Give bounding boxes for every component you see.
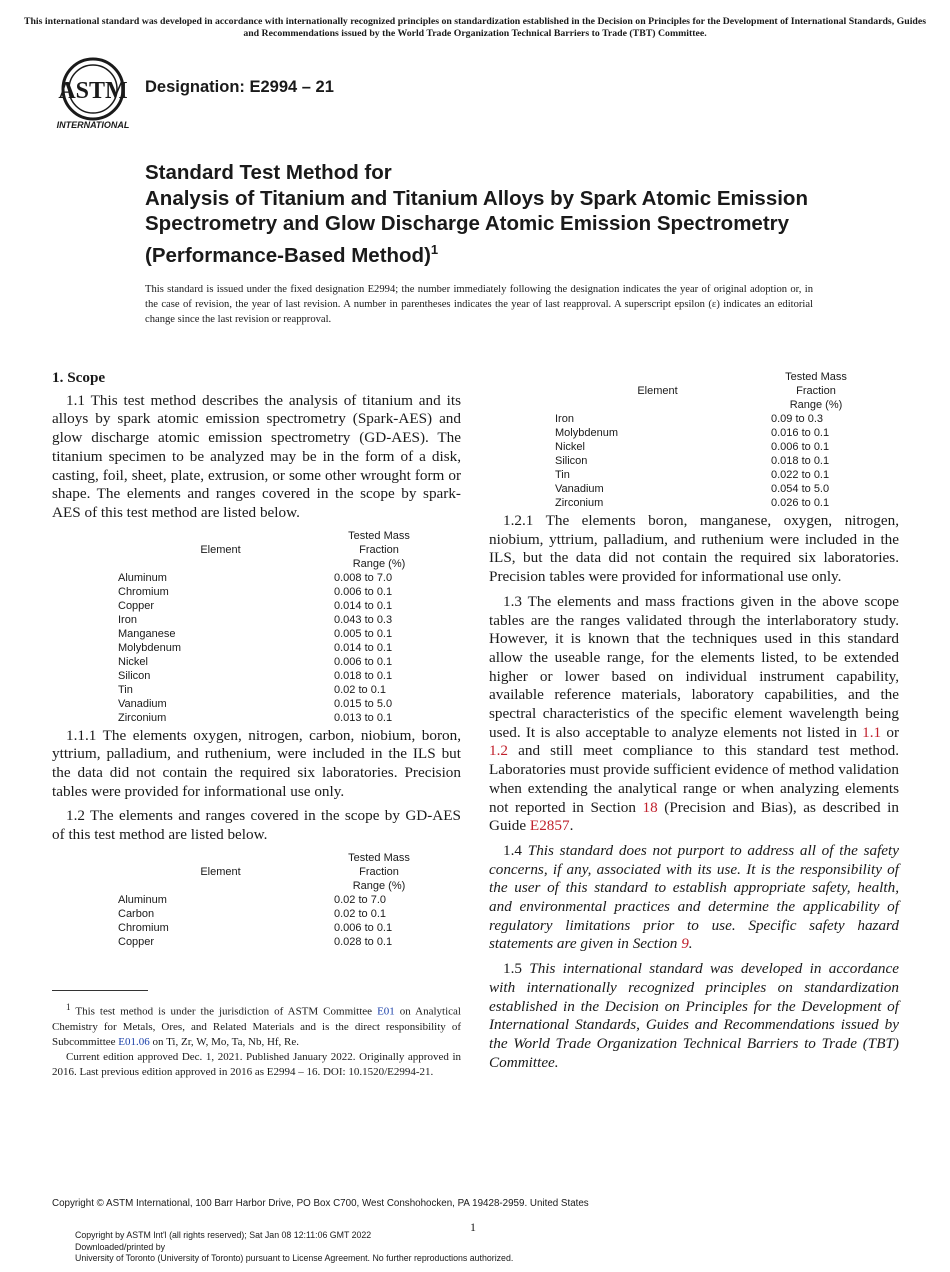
table-row [555,426,872,440]
element-cell: Silicon [118,669,151,682]
table-header-range: Tested Mass Fraction Range (%) [348,851,410,892]
table-row [118,697,435,711]
footnote-text: on Analytical Chemistry for Metals, Ores, and Related Materials and is the direct responsibility of Subcommittee [52,1005,461,1048]
element-cell: Chromium [118,585,169,598]
footnote-text: on Ti, Zr, W, Mo, Ta, Nb, Hf, Re. [149,1035,300,1048]
range-cell: 0.013 to 0.1 [334,711,393,724]
spark-aes-range-table [118,529,435,725]
table-row [118,599,435,613]
document-title [145,160,865,268]
section-heading-scope: 1. Scope [52,369,106,386]
range-cell: 0.022 to 0.1 [771,469,830,481]
element-cell: Molybdenum [555,427,618,439]
download-notice [75,1230,513,1265]
footnote-edition: Current edition approved Dec. 1, 2021. Published January 2022. Originally approved in 2016. Last previous edition approved in 2016 as E2994 – 16. DOI: 10.1520/E2994-21. [52,1050,461,1078]
range-cell: 0.028 to 0.1 [334,935,393,948]
table-row [118,655,435,669]
link-section-1-1[interactable]: 1.1 [862,723,882,741]
download-line: University of Toronto (University of Toronto) pursuant to License Agreement. No further reproductions authorized. [75,1253,514,1263]
download-line: Downloaded/printed by [75,1241,165,1252]
paragraph-1-1: 1.1 This test method describes the analysis of titanium and its alloys by spark atomic emission spectrometry (Spark-AES) and glow discharge atomic emission spectrometry (GD-AES). The titanium specimen to be analyzed may be in the form of a disk, casting, foil, sheet, plate, extrusion, or some other wrought form or shape. The elements and ranges covered in the scope by spark-AES of this test method are listed below. [52,391,461,521]
element-cell: Carbon [118,907,155,920]
table-row [118,907,435,921]
table-row [555,454,872,468]
element-cell: Iron [118,613,137,626]
element-cell: Manganese [118,627,176,640]
link-section-1-2[interactable]: 1.2 [489,742,508,760]
title-main-text: Analysis of Titanium and Titanium Alloys by Spark Atomic Emission Spectrometry and Glow Discharge Atomic Emission Spectrometry (Performance-Based Method) [145,186,808,267]
range-cell: 0.008 to 7.0 [334,571,393,584]
table-header-element: Element [637,385,678,397]
range-cell: 0.006 to 0.1 [771,441,830,453]
title-footnote-mark: 1 [430,241,439,257]
range-cell: 0.02 to 0.1 [334,907,386,920]
title-line-1: Standard Test Method for [145,161,392,184]
element-cell: Zirconium [118,711,167,724]
table-row [118,711,435,725]
title-main [145,186,865,268]
right-column [489,370,899,1072]
gd-aes-range-table-part-2 [555,370,872,510]
table-row [118,627,435,641]
paragraph-1-2-1: 1.2.1 The elements boron, manganese, oxygen, nitrogen, niobium, yttrium, palladium, and ruthenium were included in the ILS, but the data did not contain the required six laboratories. Precision tables were provided for informational use only. [489,512,899,586]
range-cell: 0.018 to 0.1 [771,455,830,467]
table-header-element: Element [200,543,241,556]
element-cell: Vanadium [118,697,167,710]
range-cell: 0.09 to 0.3 [771,413,823,425]
international-standard-notice: This international standard was developed in accordance with internationally recognized principles on standardization established in the Decision on Principles for the Development of International Standards, Guides and Recommendations issued by the World Trade Organization Technical Barriers to Trade (TBT) Committee. [23,16,927,39]
table-header-range: Tested Mass Fraction Range (%) [348,529,410,570]
table-row [118,585,435,599]
logo-subtext: INTERNATIONAL [56,120,130,130]
range-cell: 0.026 to 0.1 [771,497,830,509]
table-row [555,482,872,496]
element-cell: Copper [118,935,155,948]
table-row [118,613,435,627]
element-cell: Nickel [555,441,585,453]
range-cell: 0.016 to 0.1 [771,427,830,439]
link-section-9[interactable]: 9 [681,935,689,953]
table-row [555,468,872,482]
element-cell: Molybdenum [118,641,181,654]
footnote-rule [52,990,148,991]
download-line: Copyright by ASTM Int'l (all rights reserved); Sat Jan 08 12:11:06 GMT 2022 [75,1230,372,1240]
astm-logo [52,56,134,132]
issuance-note: This standard is issued under the fixed designation E2994; the number immediately following the designation indicates the year of original adoption or, in the case of revision, the year of last revision. A number in parentheses indicates the year of last reapproval. A superscript epsilon (ε) indicates an editorial change since the last revision or reapproval. [145,284,813,325]
committee-e01-link[interactable]: E01 [377,1005,395,1018]
table-row [118,893,435,907]
element-cell: Aluminum [118,571,167,584]
element-cell: Chromium [118,921,169,934]
table-header-range: Tested Mass Fraction Range (%) [785,371,847,411]
element-cell: Zirconium [555,497,604,509]
paragraph-1-1-1: 1.1.1 The elements oxygen, nitrogen, carbon, niobium, boron, yttrium, palladium, and ruthenium, were included in the ILS but the data did not contain the required six laboratories. Precision tables were provided for informational use only. [52,726,461,800]
range-cell: 0.006 to 0.1 [334,921,393,934]
gd-aes-range-table-part-1 [118,851,435,949]
range-cell: 0.02 to 7.0 [334,893,386,906]
table-header-element: Element [200,865,241,878]
logo-text: ASTM [58,78,128,104]
element-cell: Nickel [118,655,148,668]
element-cell: Tin [555,469,570,481]
element-cell: Iron [555,413,574,425]
range-cell: 0.006 to 0.1 [334,655,393,668]
range-cell: 0.018 to 0.1 [334,669,393,682]
paragraph-1-4: 1.4 This standard does not purport to address all of the safety concerns, if any, associated with its use. It is the responsibility of the user of this standard to establish appropriate safety, health, and environmental practices and determine the applicability of regulatory limitations prior to use. Specific safety hazard statements are given in Section 9. [489,841,899,953]
element-cell: Vanadium [555,483,604,495]
page-number: 1 [470,1220,476,1234]
link-guide-e2857[interactable]: E2857 [529,817,570,835]
element-cell: Tin [118,683,133,696]
table-row [555,440,872,454]
table-row [555,412,872,426]
table-row [118,641,435,655]
range-cell: 0.005 to 0.1 [334,627,393,640]
paragraph-1-2: 1.2 The elements and ranges covered in the scope by GD-AES of this test method are listed below. [52,807,461,844]
range-cell: 0.054 to 5.0 [771,483,830,495]
element-cell: Copper [118,599,155,612]
paragraph-1-5: 1.5 This international standard was developed in accordance with internationally recognized principles on standardization established in the Decision on Principles for the Development of International Standards, Guides and Recommendations issued by the World Trade Organization Technical Barriers to Trade (TBT) Committee. [489,960,900,1071]
range-cell: 0.015 to 5.0 [334,697,393,710]
footnote [52,1000,461,1080]
range-cell: 0.014 to 0.1 [334,641,393,654]
range-cell: 0.014 to 0.1 [334,599,393,612]
range-cell: 0.02 to 0.1 [334,683,386,696]
table-row [118,571,435,585]
copyright-line: Copyright © ASTM International, 100 Barr Harbor Drive, PO Box C700, West Conshohocken, PA 19428-2959. United States [52,1198,589,1209]
link-section-18[interactable]: 18 [642,798,658,816]
element-cell: Aluminum [118,893,167,906]
subcommittee-e0106-link[interactable]: E01.06 [118,1035,150,1048]
footnote-text: This test method is under the jurisdiction of ASTM Committee [70,1005,378,1018]
table-row [118,669,435,683]
table-row [118,683,435,697]
left-column [52,369,461,951]
paragraph-1-3: 1.3 The elements and mass fractions given in the above scope tables are the ranges validated through the interlaboratory study. However, it is known that the techniques used in this standard allow the useable range, for the elements listed, to be extended higher or lower based on individual instrument capability, available reference materials, laboratory capabilities, and the spectral characteristics of the specific element wavelength being used. It is also acceptable to analyze elements not listed in 1.1 or 1.2 and still meet compliance to this standard test method. Laboratories must provide sufficient evidence of method validation when extending the analytical range or when analyzing elements not reported in Section 18 (Precision and Bias), as described in Guide E2857. [489,592,899,835]
element-cell: Silicon [555,455,588,467]
designation: Designation: E2994 – 21 [145,78,334,96]
range-cell: 0.006 to 0.1 [334,585,393,598]
table-row [118,921,435,935]
footnote-mark: 1 [66,1002,71,1012]
range-cell: 0.043 to 0.3 [334,613,393,626]
table-row [118,935,435,949]
table-row [555,496,872,510]
